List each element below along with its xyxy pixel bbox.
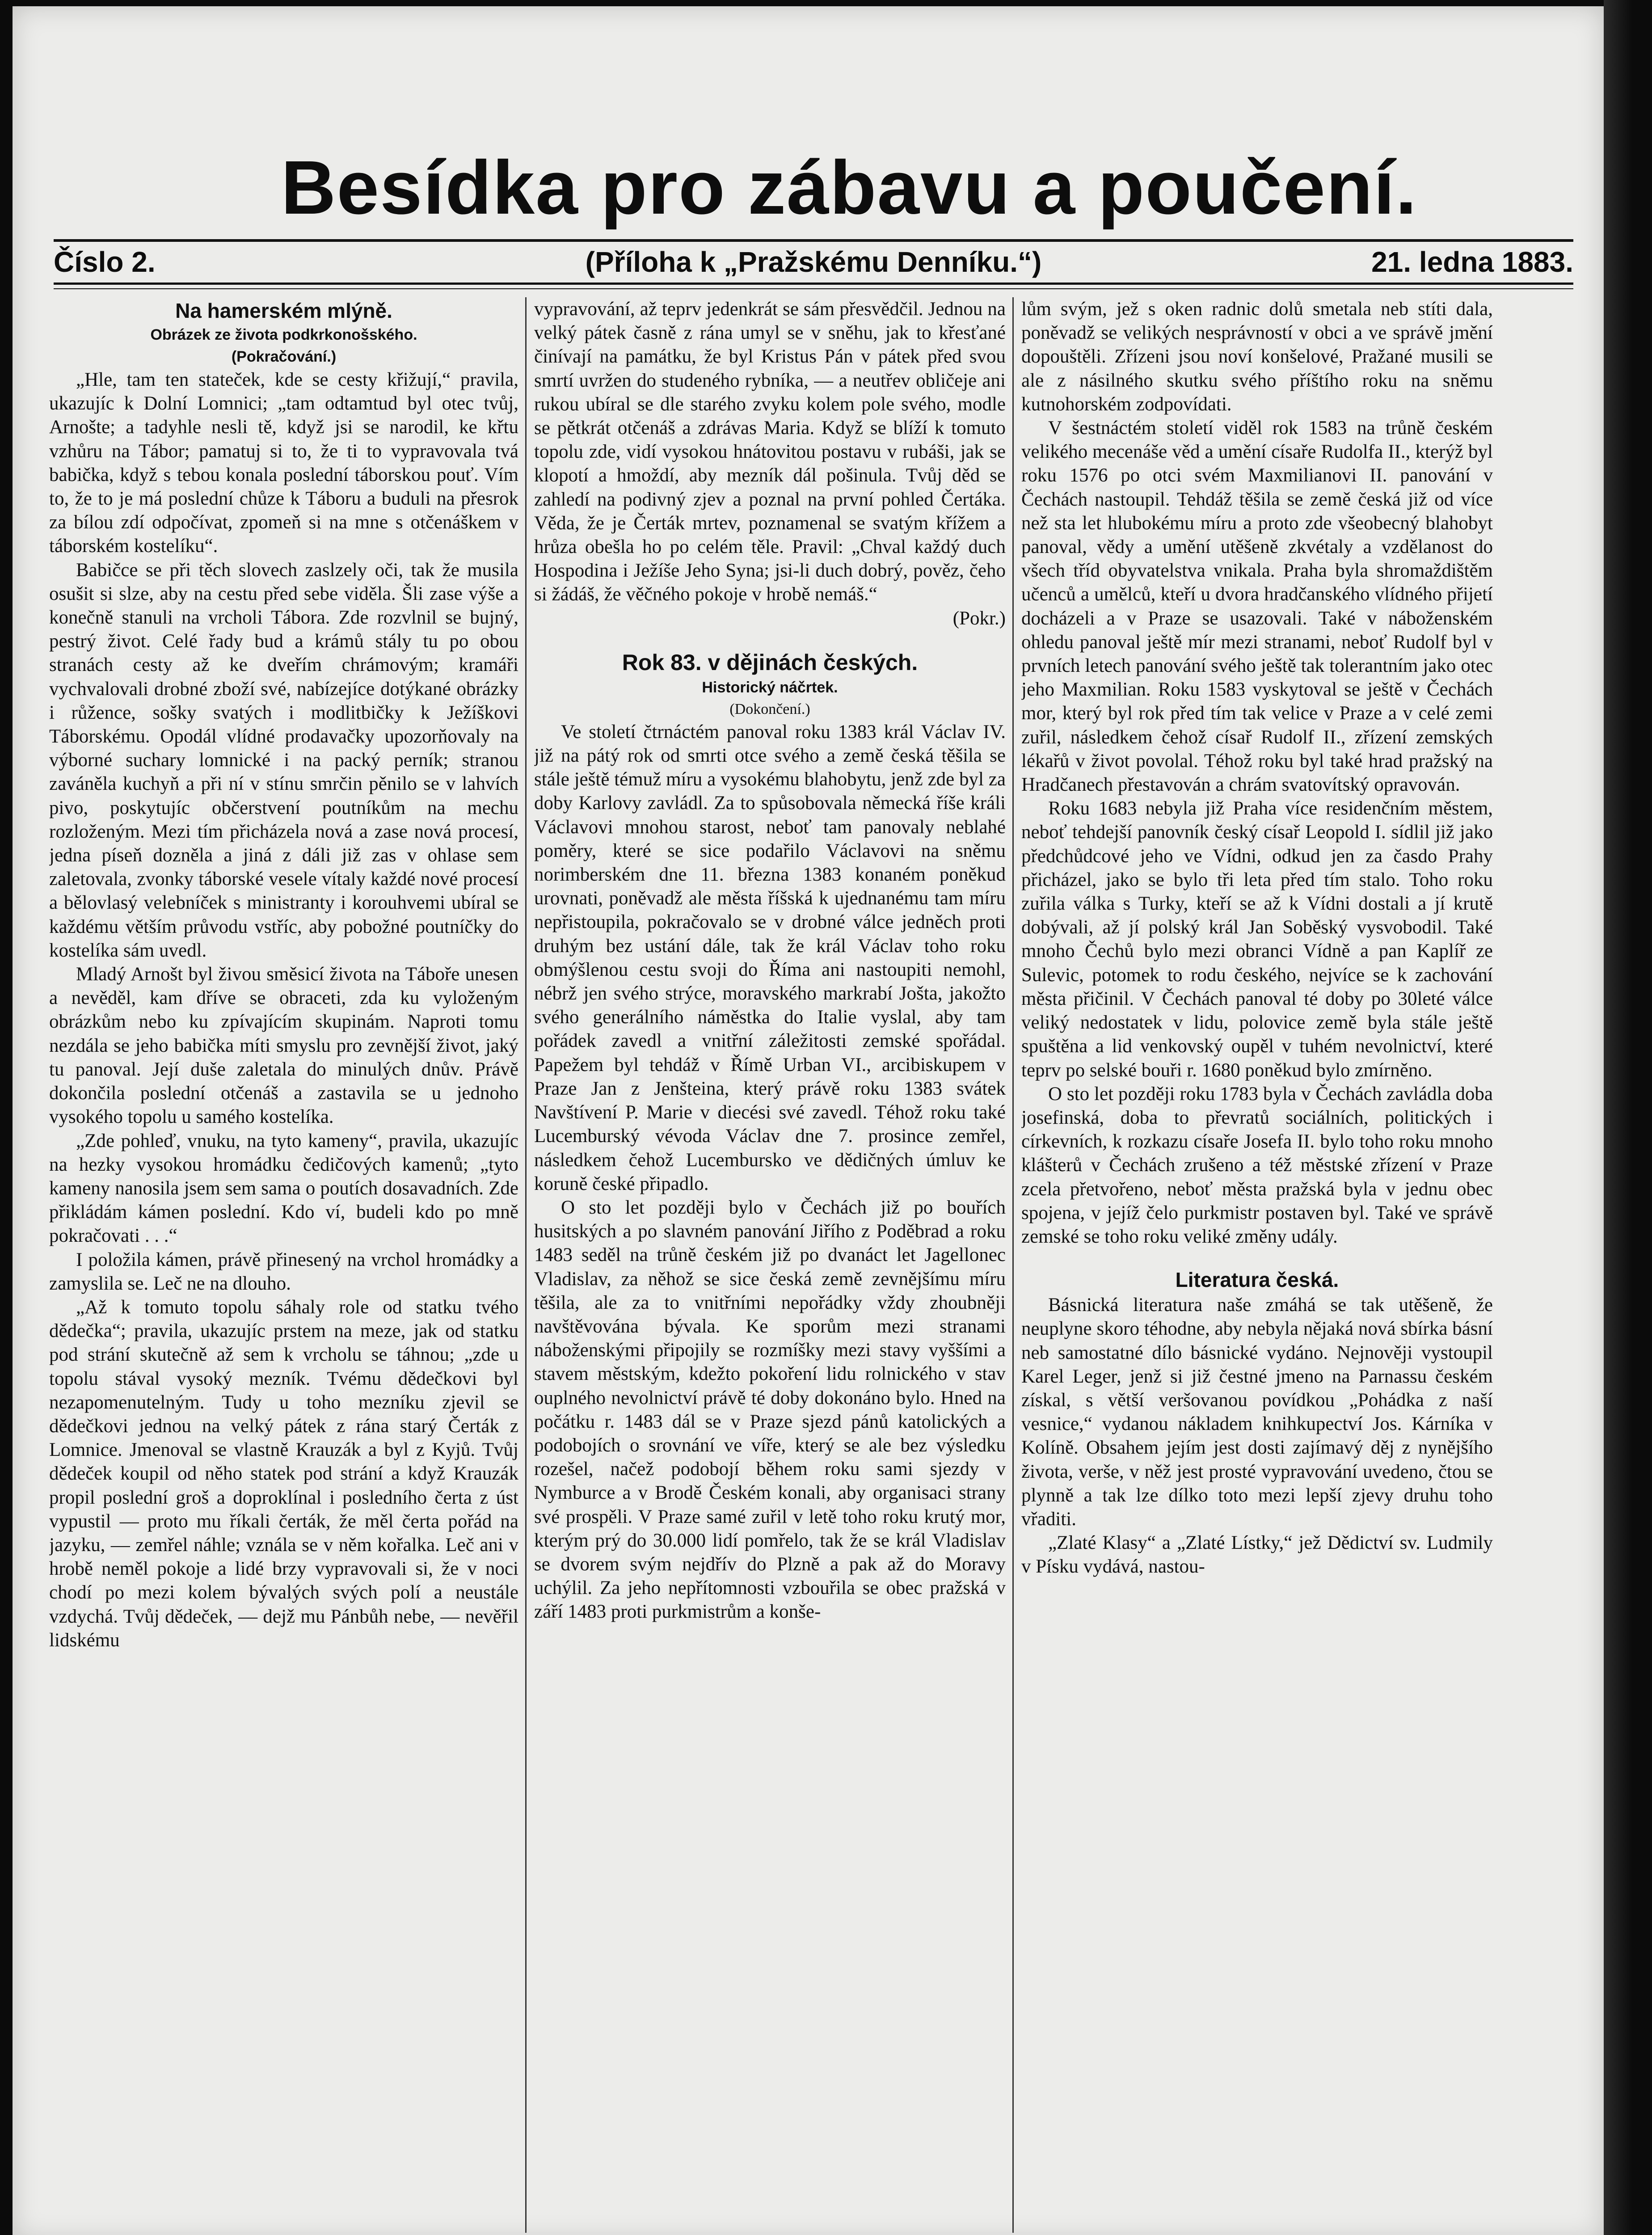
masthead-rule-bottom xyxy=(54,283,1573,285)
paragraph: Roku 1683 nebyla již Praha více residenčním městem, neboť tehdejší panovník český císař Leopold I. sídlil již jako předchůdcové jeho ve Vídni, odkud jen za časdo Prahy přicházel, jako se bylo tři leta před tím stalo. Toho roku zuřila válka s Turky, kteří se až k Vídni dostali a jí krutě dobývali, až jí polský král Jan Soběský vysvobodil. Také mnoho Čechů bylo mezi obranci Vídně a pan Kaplíř ze Sulevic, potomek to rodu českého, nejvíce se k zachování města přičinil. V Čechách panoval té doby po 30leté válce veliký nedostatek v lidu, polovice země byla stále ještě spuštěna a lid venkovský oupěl v tuhém nevolnictví, které teprv po selské bouři r. 1680 poněkud bylo zmírněno. xyxy=(1021,798,1493,1081)
paragraph: vypravování, až teprv jedenkrát se sám přesvědčil. Jednou na velký pátek časně z rána umyl se v sněhu, jak to křesťané činívají na památku, že byl Kristus Pán v pátek před svou smrtí uvržen do studeného rybníka, — a neutřev obličeje ani rukou ubíral se dle starého zvyku kolem pole svého, modle se pětkrát otčenáš a zdrávas Maria. Když se blíží k tomuto topolu zde, vidí vysokou hnátovitou postavu v rubáši, jak se klopotí a hmoždí, aby mezník dál pošinula. Tvůj děd se zahledí na podivný zjev a poznal na první pohled Čertáka. Věda, že je Čerták mrtev, poznamenal se svatým křížem a hrůza obešla ho po celém těle. Pravil: „Chval každý duch Hospodina i Ježíše Jeho Syna; jsi-li duch dobrý, pověz, čeho si žádáš, že věčného pokoje v hrobě nemáš.“ xyxy=(534,299,1006,605)
article-gap xyxy=(1021,1248,1493,1266)
paragraph: Ve století čtrnáctém panoval roku 1383 král Václav IV. již na pátý rok od smrti otce svého a země česká těšila se stále ještě témuž míru a vysokému blahobytu, jenž zde byl za doby Karlovy zavládl. Za to spůsobovala německá říše králi Václavovi mnohou starost, neboť tam panovaly neblahé poměry, které se sice podařilo Václavovi na sněmu norimberském dne 11. března 1383 konaném poněkud urovnati, poněvadž ale města říšská k ujednanému tam míru nepřistoupila, pokračovalo se v drobné válce jedněch proti druhým bez ustání dále, tak že král Václav toho roku obmýšlenou cestu svoji do Říma ani nastoupiti nemohl, nébrž jen svého strýce, moravského markrabí Jošta, jakožto svého generálního náměstka do Italie vyslal, aby tam pořádek zavedl a vnitřní záležitosti zemské spořádal. Papežem byl tehdáž v Římě Urban VI., arcibiskupem v Praze Jan z Jenšteina, který právě roku 1383 svátek Navštívení P. Marie v diecési své zavedl. Téhož roku také Lucemburský vévoda Václav dne 7. prosince zemřel, následkem čehož Lucembursko ve dědičných úmluv ke koruně české připadlo. xyxy=(534,721,1006,1194)
article-title-literatura: Literatura česká. xyxy=(1175,1268,1339,1292)
paragraph: „Zde pohleď, vnuku, na tyto kameny“, pravila, ukazujíc na hezky vysokou hromádku čedičových kamenů; „tyto kameny nanosila jsem sem sama o poutích dosavadních. Zde přikládám kámen poslední. Kdo ví, budeli kdo po mně pokračovati . . .“ xyxy=(49,1130,518,1247)
article-gap xyxy=(534,630,1006,648)
paragraph: „Hle, tam ten stateček, kde se cesty křižují,“ pravila, ukazujíc k Dolní Lomnici; „tam odtamtud byl otec tvůj, Arnošte; a tadyhle nesli tě, když jsi se narodil, ke křtu vzhůru na Tábor; pamatuj si to, že ti to vypravovala tvá babička, když s tebou konala poslední táborskou pouť. Vím to, že to je má poslední chůze k Táboru a buduli na přesrok za bílou zdí odpočívat, zpomeň si na mne s otčenáškem v táborském kostelíku“. xyxy=(49,369,518,557)
paragraph: „Zlaté Klasy“ a „Zlaté Lístky,“ jež Dědictví sv. Ludmily v Písku vydává, nastou- xyxy=(1021,1532,1493,1577)
paragraph: Mladý Arnošt byl živou směsicí života na Táboře unesen a nevěděl, kam dříve se obraceti, zda ku vyloženým obrázkům nebo ku zpívajícím skupinám. Naproti tomu nezdála se jeho babička míti smyslu pro zevnější život, jaký tu panoval. Její duše zaletala do minulých dnův. Právě dokončila poslední otčenáš a zastavila se u jednoho vysokého topolu u samého kostelíka. xyxy=(49,964,518,1128)
paragraph: Babičce se při těch slovech zaslzely oči, tak že musila osušit si slze, aby na cestu před sebe viděla. Šli zase výše a konečně stanuli na vrcholi Tábora. Zde rozvlnil se bujný, pestrý život. Celé řady bud a krámů stály tu po obou stranách cesty až ke dveřím chrámovým; kramáři vychvalovali drobné zboží své, nabízejíce dotýkané obrázky i růžence, sošky svatých i modlitbičky k Ježíškovi Táborskému. Opodál vlídné prodavačky upozorňovaly na výborné suchary lomnické i na packý perník; stranou zaváněla kuchyň a při ní v stínu smrčin pěnilo se v lahvích pivo, poskytujíc občerstvení poutníkům na mechu rozloženým. Mezi tím přicházela nová a zase nová procesí, jedna píseň dozněla a jiná z dáli již zas v ohlase sem zaletovala, zvonky táborské vesele vítaly každé nové procesí a bělovlasý velebníček s ministranty i korouhvemi ubíral se každému větším průvodu vstříc, aby pobožné poutníčky do kostelíka sám uvedl. xyxy=(49,559,518,961)
supplement-note: (Příloha k „Pražskému Denníku.“) xyxy=(585,246,1042,278)
issue-line xyxy=(54,244,1573,280)
masthead-rule-thin xyxy=(54,288,1573,289)
masthead-rule-top xyxy=(54,239,1573,242)
masthead xyxy=(112,141,1587,235)
scan-border xyxy=(1604,0,1652,2235)
masthead-title: Besídka pro zábavu a poučení. xyxy=(281,145,1418,230)
column-divider xyxy=(1012,297,1014,2233)
paragraph: O sto let později roku 1783 byla v Čechách zavládla doba josefinská, doba to převratů sociálních, politických i církevních, k rozkazu císaře Josefa II. bylo toho roku mnoho klášterů v Čechách zrušeno a též městské zřízení v Praze zcela přetvořeno, neboť města pražská byla v jednu obec spojena, v jejíž čelo purkmistr postaven byl. Také ve správě zemské se toho roku veliké změny udály. xyxy=(1021,1083,1493,1247)
column-2 xyxy=(534,297,1006,2233)
paragraph: I položila kámen, právě přinesený na vrchol hromádky a zamyslila se. Leč ne na dlouho. xyxy=(49,1249,518,1294)
article-note-mlyn: (Pokračování.) xyxy=(231,348,337,365)
column-divider xyxy=(525,297,527,2233)
issue-date: 21. ledna 1883. xyxy=(1371,246,1573,278)
article-subtitle-rok83: Historický náčrtek. xyxy=(702,679,838,696)
paragraph: Básnická literatura naše zmáhá se tak utěšeně, že neuplyne skoro téhodne, aby nebyla nějaká nová sbírka básní neb samostatné dílo básnické vydáno. Nejnověji vystoupil Karel Leger, jenž si již čestné jmeno na Parnassu českém získal, s větší veršovanou povídkou „Pohádka z naší vesnice,“ vydanou nákladem knihkupectví Jos. Kárníka v Kolíně. Obsahem jejím jest dosti zajímavý děj z nynějšího života, verše, v něž jest prosté vypravování uvedeno, čtou se plynně a tak lze dílko toto mezi lepší zjevy druhu toho vřaditi. xyxy=(1021,1295,1493,1530)
paragraph: V šestnáctém století viděl rok 1583 na trůně českém velikého mecenáše věd a umění císaře Rudolfa II., kterýž byl roku 1576 po otci svém Maxmilianovi II. panování v Čechách nastoupil. Tehdáž těšila se země česká již od více než sta let hlubokému míru a proto zde všeobecný blahobyt panoval, vědy a umění utěšeně zkvétaly a vzdělanost do všech tříd obyvatelstva vnikala. Praha byla shromaždištěm učenců a umělců, kteří u dvora hradčanského vlídného přijetí docházeli a v Praze se usazovali. Také v náboženském ohledu panoval ještě mír mezi stranami, neboť Rudolf byl v prvních letech panování svého ještě tak tolerantním jako otec jeho Maxmilian. Roku 1583 vyskytoval se ještě v Čechách mor, který byl rok před tím tak velice v Praze a v celé zemi zuřil, následkem čehož císař Rudolf II., zřízení zemských lékařů v život povolal. Téhož roku byl také hrad pražský na Hradčanech přestavován a chrám svatovítský opravován. xyxy=(1021,417,1493,796)
article-title-rok83: Rok 83. v dějinách českých. xyxy=(622,649,918,675)
column-1 xyxy=(49,297,518,2233)
paragraph: „Až k tomuto topolu sáhaly role od statku tvého dědečka“; pravila, ukazujíc prstem na meze, jak od statku pod strání skutečně až sem k vrcholu se táhnou; „zde u topolu stával vysoký mezník. Tvému dědečkovi byl nezapomenutelným. Tudy u toho mezníku zjevil se dědečkovi jednou na velký pátek z rána starý Čerták z Lomnice. Jmenoval se vlastně Krauzák a byl z Kyjů. Tvůj dědeček koupil od něho statek pod strání a když Krauzák propil poslední groš a doproklínal i posledního čerta z úst vypustil — proto mu říkali čerták, že měl čerta pořád na jazyku, — zemřel náhle; vznála se v něm kořalka. Leč ani v hrobě neměl pokoje a lidé brzy vypravovali si, že v noci chodí po mezi kolem bývalých svých polí a neustále vzdychá. Tvůj dědeček, — dejž mu Pánbůh nebe, — nevěřil lidskému xyxy=(49,1296,518,1651)
column-3 xyxy=(1021,297,1493,2233)
article-title-mlyn: Na hamerském mlýně. xyxy=(175,299,392,322)
issue-number: Číslo 2. xyxy=(54,246,156,278)
article-subtitle-mlyn: Obrázek ze života podkrkonošského. xyxy=(150,326,417,343)
paragraph: O sto let později bylo v Čechách již po bouřích husitských a po slavném panování Jiřího z Poděbrad a roku 1483 seděl na trůně českém již po dvanáct let Jagellonec Vladislav, za něhož se sice česká země zevnějšímu míru těšila, ale za to vnitřními nepořádky vždy zhoubněji navštěvována bývala. Ke sporům mezi stranami náboženskými připojily se rozmíšky mezi stavy vyššími a stavem městským, kdežto pokoření lidu rolnického v stav ouplného nevolnictví právě té doby dokonáno bylo. Hned na počátku r. 1483 dál se v Praze sjezd pánů katolických a podobojích o srovnání ve víře, který se ale bez výsledku rozešel, načež podobojí během roku sami sjezdy v Nymburce a v Brodě Českém konali, aby organisaci strany své prospěli. V Praze samé zuřil v letě toho roku krutý mor, kterým prý do 30.000 lidí pomřelo, tak že se král Vladislav se dvorem svým nejdřív do Plzně a pak až do Moravy uchýlil. Za jeho nepřítomnosti vzbouřila se obec pražská v září 1483 proti purkmistrům a konše- xyxy=(534,1197,1006,1623)
article-signature-mlyn: (Pokr.) xyxy=(952,607,1006,629)
article-note-rok83: (Dokončení.) xyxy=(729,700,810,717)
paragraph: lům svým, jež s oken radnic dolů smetala neb stíti dala, poněvadž se velikých nesprávností v obci a ve správě jmění dopouštěli. Zřízeni jsou noví konšelové, Pražané musili se ale z násilného skutku svého příštího roku na sněmu kutnohorském zodpovídati. xyxy=(1021,299,1493,415)
